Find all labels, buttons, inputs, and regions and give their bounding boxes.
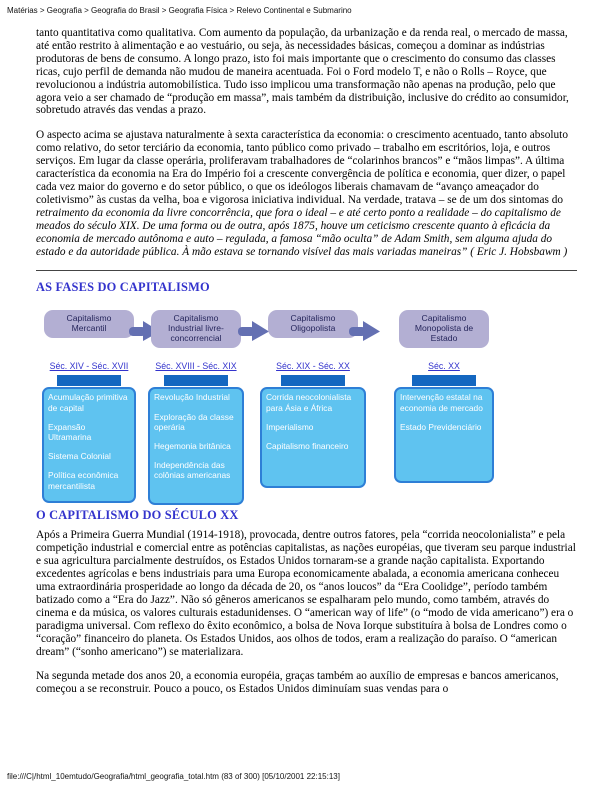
phase-item: Imperialismo: [266, 421, 314, 432]
phase-connector-bar: [412, 375, 476, 386]
page-footer: file:///C|/html_10emtudo/Geografia/html_geografia_total.htm (83 of 300) [05/10/2001 22:15:13]: [7, 772, 340, 781]
phase-item: Política econômica mercantilista: [48, 470, 119, 491]
section-title-fases-do-capitalismo: AS FASES DO CAPITALISMO: [36, 280, 210, 295]
phase-period-label: Séc. XIX - Séc. XX: [276, 361, 350, 372]
phase-item: Intervenção estatal na economia de mercado: [400, 392, 483, 413]
phase-item: Independência das colônias americanas: [154, 460, 231, 481]
paragraph-2: [36, 129, 577, 258]
phase-item: Expansão Ultramarina: [48, 421, 92, 443]
phase-item: Sistema Colonial: [48, 451, 111, 462]
phase-items-box: [260, 387, 366, 488]
capitalism-phases-diagram: [36, 310, 577, 504]
arrow-right-icon: [348, 320, 382, 342]
phase-connector-bar: [164, 375, 228, 386]
phase-period-label: Séc. XVIII - Séc. XIX: [155, 361, 237, 372]
paragraph-1: tanto quantitativa como qualitativa. Com aumento da população, da urbanização e da renda real, o mercado de massa, até então restrito à alimentação e ao vestuário, ou seja, às necessidades básicas, começou a dominar as indústrias produtoras de bens de consumo. A longo prazo, isto foi mais importante que o crescimento do consumo das classes ricas, cujo perfil de demanda não mudou de maneira acentuada. Foi o Ford modelo T, e não o Rolls – Royce, que revolucionou a indústria automobilística. Tudo isso implicou uma transformação não apenas na produção, pelo que agora veio a ser chamado de “produção em massa”, mais também da distribuição, inclusive do crédito ao consumidor, sobretudo através das vendas a prazo.: [36, 27, 569, 117]
phase-items-box: [394, 387, 494, 483]
phase-title-box: Capitalismo Oligopolista: [268, 310, 358, 338]
phase-items-box: [42, 387, 136, 503]
section-title-capitalismo-seculo-xx: O CAPITALISMO DO SÉCULO XX: [36, 508, 239, 523]
phase-title-box: Capitalismo Mercantil: [44, 310, 134, 338]
paragraph-3: Após a Primeira Guerra Mundial (1914-1918), provocada, dentre outros fatores, pela “corrida neocolonialista” e pela competição industrial e comercial entre as potências capitalistas, as nações européias, que tiveram seu parque industrial e sua agricultura parcialmente destruídos, os Estados Unidos tornaram-se a grande nação capitalista. Exportando excedentes agrícolas e bens industriais para uma Europa economicamente abalada, a economia americana conheceu uma extraordinária prosperidade ao longo da década de 20, os “anos loucos” da “Era Coolidge”, período também batizado como a “Era do Jazz”. Não só gêneros americanos se espalharam pelo mundo, como também, através do cinema e da música, os valores culturais estadunidenses. O “american way of life” (o “modo de vida americano”) era o paradigma universal. Com reflexo do êxito econômico, a bolsa de Nova Iorque substituíra à bolsa de Londres como o “coração” financeiro do planeta. Os Estados Unidos, aos olhos de todos, eram a realização do paraíso. O “american dream” (“sonho americano”) se materializara.: [36, 529, 576, 658]
phase-item: Hegemonia britânica: [154, 441, 231, 452]
phase-item: Exploração da classe operária: [154, 411, 234, 432]
paragraph-2-italic-quote: retraimento da economia da livre concorrência, que fora o ideal – e até certo ponto a realidade – do capitalismo de meados do século XIX. De uma forma ou de outra, após 1875, houve um ceticismo crescente quanto à eficácia da economia de mercado autônoma e auto – regulada, a famosa “mão oculta” de Adam Smith, sem alguma ajuda do estado e da autoridade pública. À mão estava se tornando visível das mais variadas maneiras” ( Eric J. Hobsbawm ): [36, 206, 568, 258]
breadcrumb: Matérias > Geografia > Geografia do Brasil > Geografia Física > Relevo Continental e Submarino: [7, 6, 352, 15]
phase-column-mercantil: [42, 310, 136, 503]
phase-column-industrial: [148, 310, 244, 505]
phase-connector-bar: [57, 375, 121, 386]
paragraph-2-normal: O aspecto acima se ajustava naturalmente à sexta característica da economia: o crescimento acentuado, tanto absoluto como relativo, do setor terciário da economia, tanto público como privado – trabalho em escritórios, loja, e outros serviços. Em lugar da classe operária, proliferavam trabalhadores de “colarinhos brancos” e “mãos limpas”. A última característica da economia na Era do Império foi a crescente convergência de política e economia, quer dizer, o papel cada vez maior do governo e do setor público, o que os ideólogos liberais chamavam de “avanço ameaçador do coletivismo” às custas da velha, boa e vigorosa iniciativa individual. Na verdade, tratava – se de um dos sintomas do: [36, 129, 568, 206]
phase-column-monopolista: [394, 310, 494, 483]
phase-item: Revolução Industrial: [154, 392, 230, 403]
phase-item: Corrida neocolonialista para Ásia e África: [266, 392, 352, 413]
phase-item: Estado Previdenciário: [400, 421, 482, 432]
article-body: [36, 27, 577, 708]
paragraph-4: Na segunda metade dos anos 20, a economia européia, graças também ao auxílio de empresas e bancos americanos, começou a se reconstruir. Pouco a pouco, os Estados Unidos diminuíam suas vendas para o: [36, 670, 559, 696]
phase-item: Acumulação primitiva de capital: [48, 392, 128, 413]
phase-item: Capitalismo financeiro: [266, 441, 349, 452]
phase-title-box: Capitalismo Industrial livre-concorrencial: [151, 310, 241, 348]
phase-connector-bar: [281, 375, 345, 386]
section-divider: [36, 270, 577, 271]
phase-period-label: Séc. XIV - Séc. XVII: [49, 361, 129, 372]
phase-items-box: [148, 387, 244, 505]
phase-title-box: Capitalismo Monopolista de Estado: [399, 310, 489, 348]
phase-period-label: Séc. XX: [428, 361, 460, 372]
